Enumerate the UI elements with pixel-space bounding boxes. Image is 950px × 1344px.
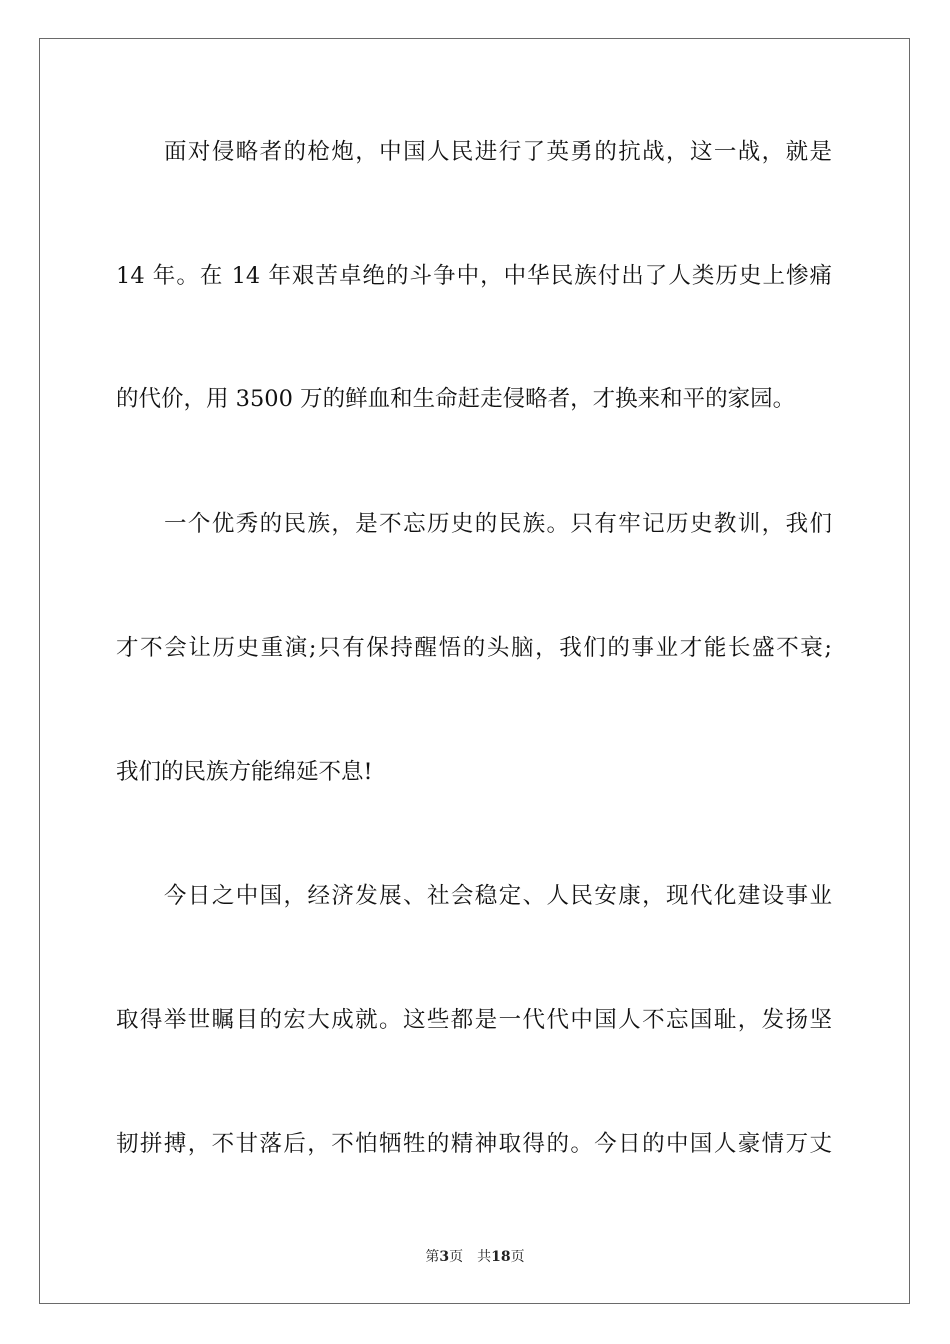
- paragraph-line: 一个优秀的民族，是不忘历史的民族。只有牢记历史教训，我们: [164, 511, 832, 537]
- paragraph-line: 14 年。在 14 年艰苦卓绝的斗争中，中华民族付出了人类历史上惨痛: [116, 263, 832, 289]
- paragraph-line: 的代价，用 3500 万的鲜血和生命赶走侵略者，才换来和平的家园。: [116, 386, 796, 412]
- page-footer: [0, 1248, 950, 1266]
- page-number: 3: [439, 1249, 450, 1265]
- total-pages: 18: [491, 1249, 511, 1265]
- paragraph-line: 今日之中国，经济发展、社会稳定、人民安康，现代化建设事业: [164, 883, 832, 909]
- page-label-prefix: 第: [425, 1249, 440, 1265]
- total-label-prefix: 共: [477, 1249, 492, 1265]
- paragraph-line: 韧拼搏，不甘落后，不怕牺牲的精神取得的。今日的中国人豪情万丈: [116, 1131, 832, 1157]
- paragraph-line: 面对侵略者的枪炮，中国人民进行了英勇的抗战，这一战，就是: [164, 139, 832, 165]
- paragraph-line: 我们的民族方能绵延不息!: [116, 759, 373, 785]
- page-label-suffix: 页: [449, 1249, 464, 1265]
- paragraph-line: 才不会让历史重演;只有保持醒悟的头脑，我们的事业才能长盛不衰;: [116, 635, 832, 661]
- page-border: [39, 38, 910, 1304]
- total-label-suffix: 页: [510, 1249, 525, 1265]
- paragraph-line: 取得举世瞩目的宏大成就。这些都是一代代中国人不忘国耻，发扬坚: [116, 1007, 832, 1033]
